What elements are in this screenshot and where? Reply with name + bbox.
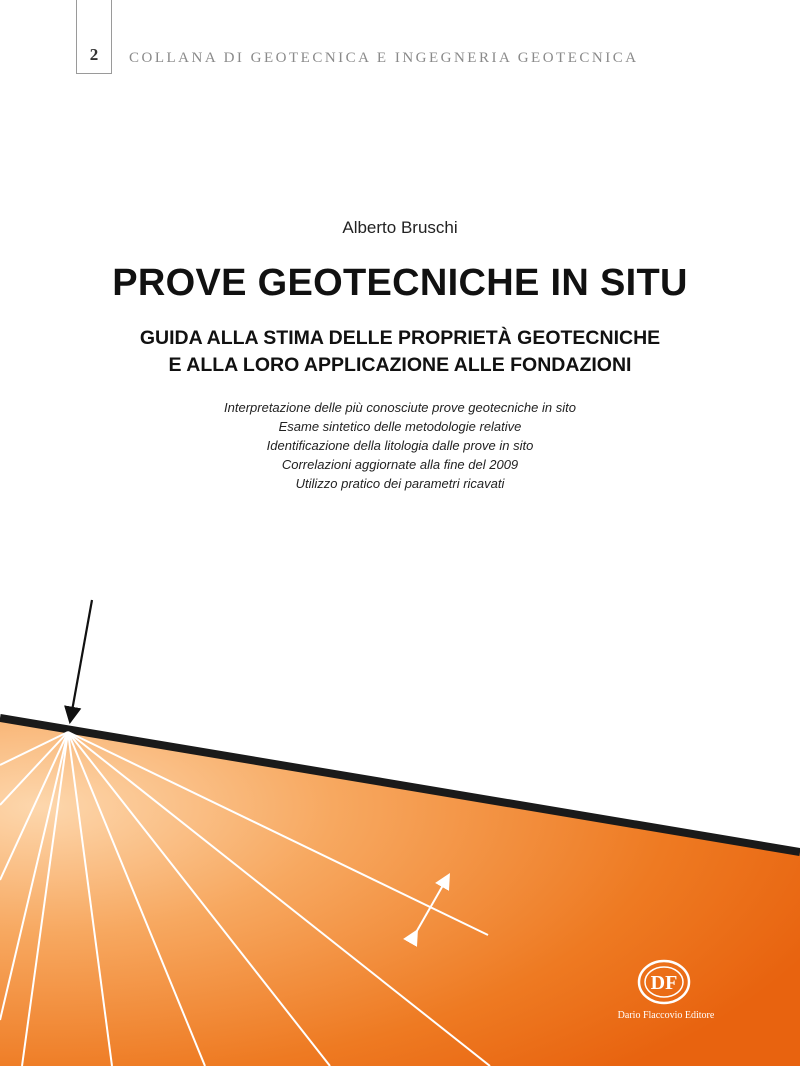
publisher-logo xyxy=(636,958,692,1006)
feature-item: Interpretazione delle più conosciute prove geotecniche in sito xyxy=(224,400,576,415)
author-name: Alberto Bruschi xyxy=(342,218,458,237)
series-title: COLLANA DI GEOTECNICA E INGEGNERIA GEOTECNICA xyxy=(129,50,639,66)
feature-item: Identificazione della litologia dalle prove in sito xyxy=(266,438,534,453)
book-subtitle xyxy=(0,325,800,379)
load-arrow xyxy=(70,600,92,722)
subtitle-line-2: E ALLA LORO APPLICAZIONE ALLE FONDAZIONI xyxy=(168,354,632,376)
svg-text:DF: DF xyxy=(650,972,678,994)
feature-item: Esame sintetico delle metodologie relative xyxy=(278,419,522,434)
feature-list xyxy=(0,398,800,493)
series-number-box xyxy=(76,0,112,74)
subtitle-line-1: GUIDA ALLA STIMA DELLE PROPRIETÀ GEOTECNICHE xyxy=(139,327,661,349)
series-number: 2 xyxy=(89,45,99,64)
publisher-name: Dario Flaccovio Editore xyxy=(617,1010,715,1021)
feature-item: Utilizzo pratico dei parametri ricavati xyxy=(295,476,505,491)
book-title: PROVE GEOTECNICHE IN SITU xyxy=(112,262,688,304)
feature-item: Correlazioni aggiornate alla fine del 2009 xyxy=(281,457,519,472)
series-header xyxy=(0,0,800,80)
